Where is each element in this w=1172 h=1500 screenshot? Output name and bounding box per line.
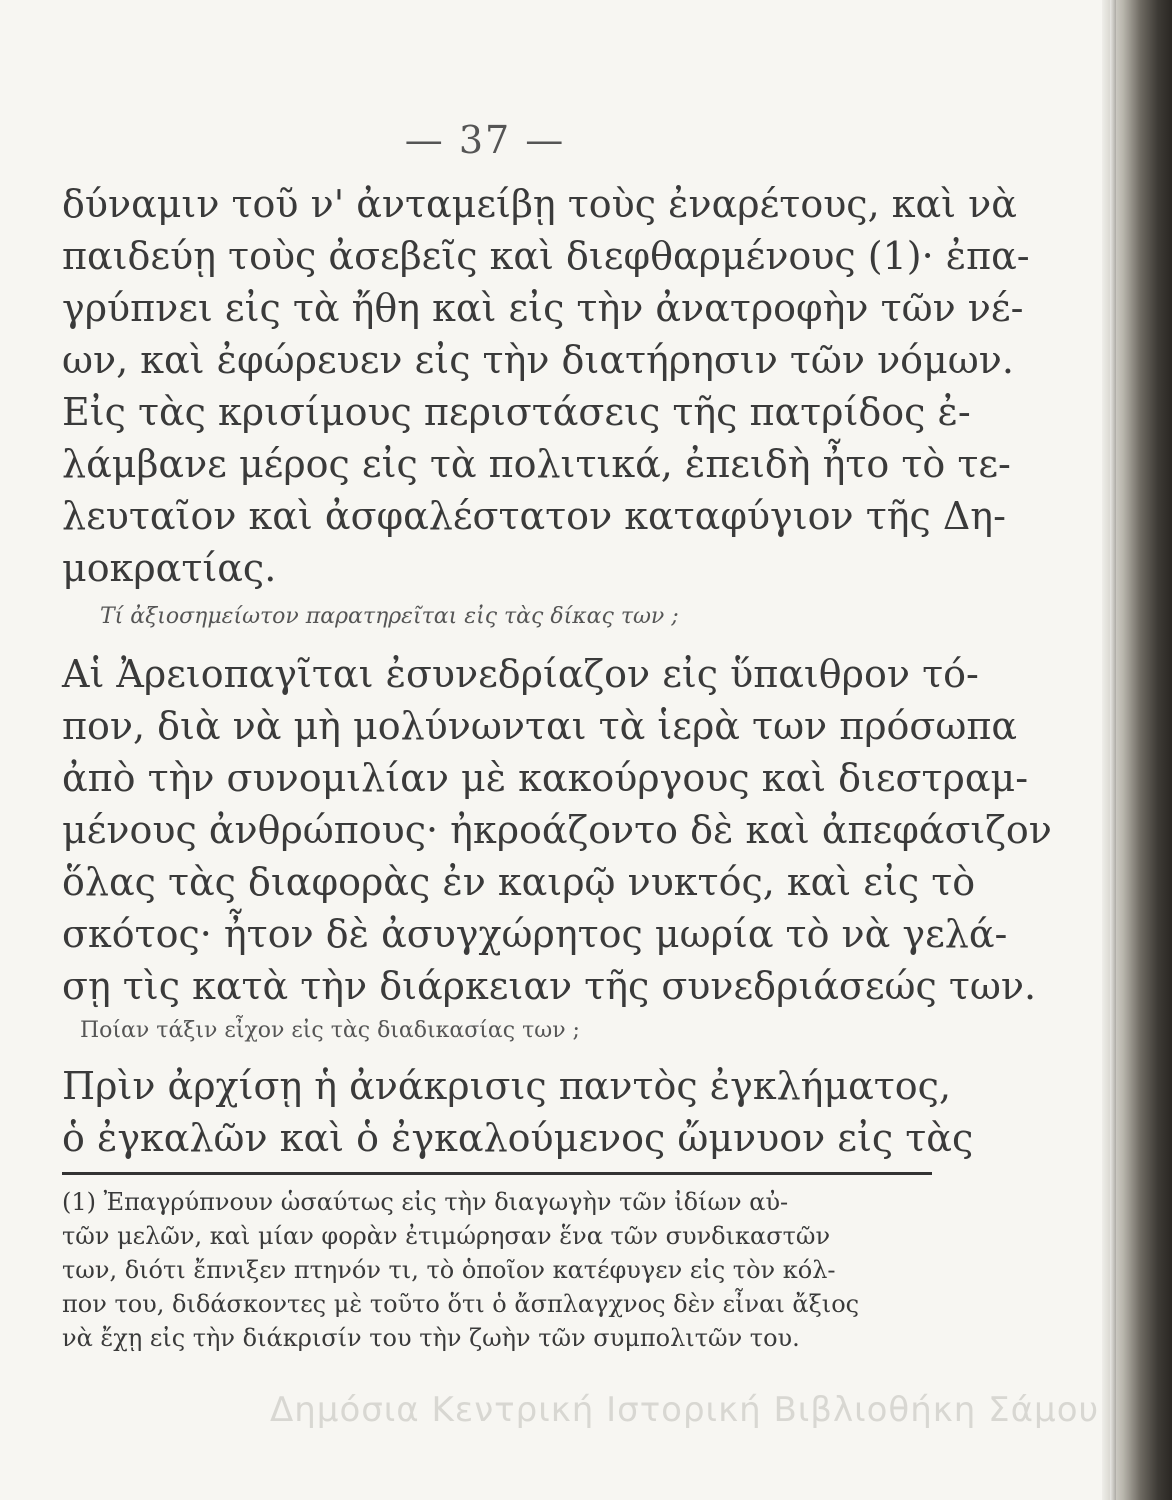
text-line: Πρὶν ἀρχίσῃ ἡ ἀνάκρισις παντὸς ἐγκλήματος,: [62, 1064, 952, 1108]
text-line: δύναμιν τοῦ ν' ἀνταμείβῃ τοὺς ἐναρέτους, καὶ νὰ: [62, 182, 1017, 226]
footnote: [62, 1185, 932, 1355]
footnote-line: πον του, διδάσκοντες μὲ τοῦτο ὅτι ὁ ἄσπλαγχνος δὲν εἶναι ἄξιος: [62, 1290, 860, 1318]
footnote-line: τῶν μελῶν, καὶ μίαν φορὰν ἐτιμώρησαν ἕνα τῶν συνδικαστῶν: [62, 1222, 831, 1250]
footnote-line: των, διότι ἔπνιξεν πτηνόν τι, τὸ ὁποῖον κατέφυγεν εἰς τὸν κόλ-: [62, 1256, 836, 1284]
paragraph-2: [62, 648, 1052, 1012]
text-line: ἀπὸ τὴν συνομιλίαν μὲ κακούργους καὶ διεστραμ-: [62, 756, 1029, 800]
text-line: πον, διὰ νὰ μὴ μολύνωνται τὰ ἱερὰ των πρόσωπα: [62, 704, 1017, 748]
footnote-divider: [62, 1172, 932, 1175]
question-1: Τί ἀξιοσημείωτον παρατηρεῖται εἰς τὰς δίκας των ;: [100, 604, 679, 629]
paragraph-3: [62, 1060, 974, 1164]
text-line: Εἰς τὰς κρισίμους περιστάσεις τῆς πατρίδος ἐ-: [62, 390, 971, 434]
paragraph-1: [62, 178, 1030, 594]
book-spine-shadow: [1102, 0, 1172, 1500]
text-line: γρύπνει εἰς τὰ ἤθη καὶ εἰς τὴν ἀνατροφὴν τῶν νέ-: [62, 286, 1024, 330]
text-line: Αἱ Ἀρειοπαγῖται ἐσυνεδρίαζον εἰς ὕπαιθρον τό-: [62, 652, 979, 696]
text-line: σκότος· ἦτον δὲ ἀσυγχώρητος μωρία τὸ νὰ γελά-: [62, 912, 1008, 956]
text-line: ὁ ἐγκαλῶν καὶ ὁ ἐγκαλούμενος ὤμνυον εἰς τὰς: [62, 1116, 974, 1160]
text-line: σῃ τὶς κατὰ τὴν διάρκειαν τῆς συνεδριάσεώς των.: [62, 964, 1037, 1008]
footnote-line: (1) Ἐπαγρύπνουν ὡσαύτως εἰς τὴν διαγωγὴν τῶν ἰδίων αὐ-: [62, 1188, 789, 1216]
text-line: μένους ἀνθρώπους· ἠκροάζοντο δὲ καὶ ἀπεφάσιζον: [62, 808, 1052, 852]
library-watermark: Δημόσια Κεντρική Ιστορική Βιβλιοθήκη Σάμου: [270, 1390, 1100, 1430]
footnote-line: νὰ ἔχῃ εἰς τὴν διάκρισίν του τὴν ζωὴν τῶν συμπολιτῶν του.: [62, 1324, 800, 1352]
text-line: λάμβανε μέρος εἰς τὰ πολιτικά, ἐπειδὴ ἦτο τὸ τε-: [62, 442, 1011, 486]
text-line: λευταῖον καὶ ἀσφαλέστατον καταφύγιον τῆς Δη-: [62, 494, 1006, 538]
text-line: ων, καὶ ἐφώρευεν εἰς τὴν διατήρησιν τῶν νόμων.: [62, 338, 1014, 382]
page-number: — 37 —: [404, 118, 566, 162]
text-line: παιδεύῃ τοὺς ἀσεβεῖς καὶ διεφθαρμένους (1)· ἐπα-: [62, 234, 1030, 278]
text-line: ὅλας τὰς διαφορὰς ἐν καιρῷ νυκτός, καὶ εἰς τὸ: [62, 860, 976, 904]
question-2: Ποίαν τάξιν εἶχον εἰς τὰς διαδικασίας των ;: [80, 1018, 580, 1043]
text-line: μοκρατίας.: [62, 546, 277, 590]
